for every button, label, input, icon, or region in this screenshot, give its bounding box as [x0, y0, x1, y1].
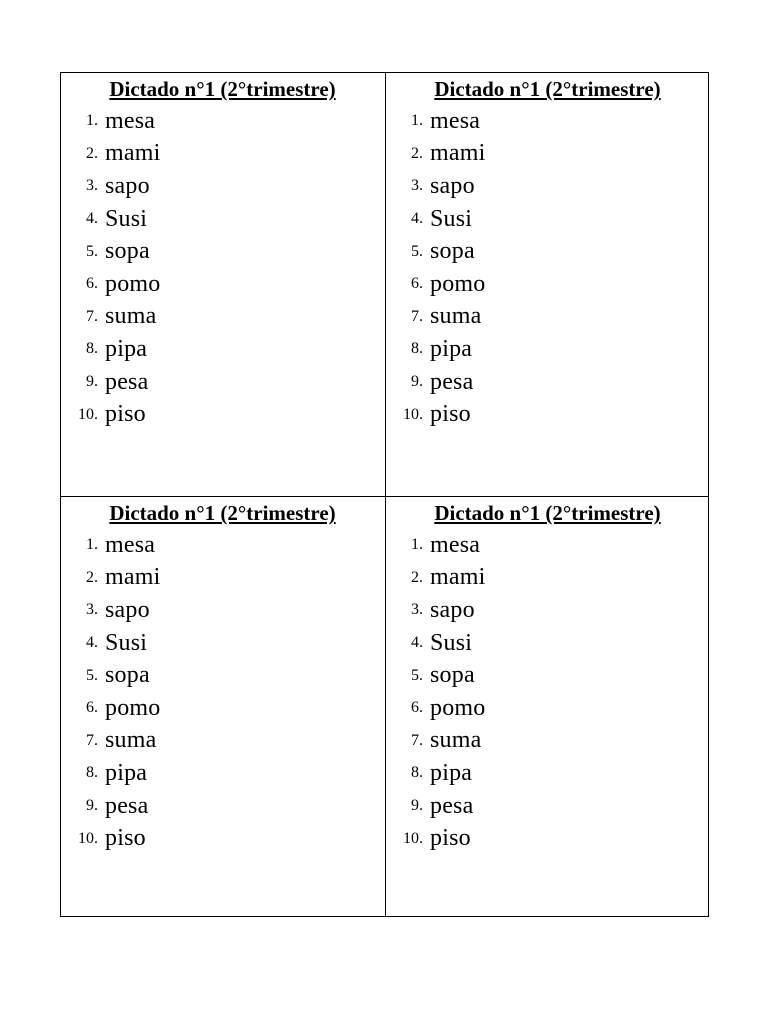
- item-number: 5.: [86, 242, 98, 260]
- item-number: 7.: [86, 731, 98, 749]
- list-item: [386, 268, 485, 301]
- dictation-word: sapo: [430, 172, 475, 199]
- dictation-word: pipa: [105, 335, 148, 362]
- dictation-word: mami: [430, 564, 486, 591]
- dictation-word: pesa: [430, 368, 474, 395]
- list-item: [61, 170, 160, 203]
- dictation-word: piso: [105, 401, 146, 428]
- list-item: [386, 594, 485, 627]
- dictation-word: mesa: [430, 531, 481, 558]
- dictation-word: suma: [430, 303, 482, 330]
- dictation-title: Dictado n°1 (2°trimestre): [434, 77, 661, 101]
- dictation-word: piso: [430, 825, 471, 852]
- item-number: 3.: [411, 601, 423, 619]
- item-number: 8.: [86, 340, 98, 358]
- item-number: 4.: [411, 634, 423, 652]
- list-item: [61, 203, 160, 236]
- list-item: [61, 235, 160, 268]
- list-item: [386, 627, 485, 660]
- dictation-word: mami: [105, 140, 161, 167]
- list-item: [386, 105, 485, 138]
- list-item: [386, 790, 485, 823]
- list-item: [386, 301, 485, 334]
- dictation-word: suma: [105, 727, 157, 754]
- item-number: 1.: [86, 536, 98, 554]
- item-number: 3.: [86, 177, 98, 195]
- item-number: 7.: [411, 731, 423, 749]
- word-list: [61, 529, 160, 855]
- dictation-word: sapo: [430, 596, 475, 623]
- dictation-word: sopa: [105, 662, 150, 689]
- dictation-word: mesa: [105, 531, 156, 558]
- item-number: 1.: [411, 112, 423, 130]
- word-list: [386, 529, 485, 855]
- item-number: 1.: [411, 536, 423, 554]
- list-item: [386, 757, 485, 790]
- list-item: [61, 529, 160, 562]
- list-item: [386, 529, 485, 562]
- list-item: [61, 627, 160, 660]
- dictation-word: pomo: [430, 270, 486, 297]
- list-item: [61, 659, 160, 692]
- list-item: [61, 333, 160, 366]
- word-list: [386, 105, 485, 431]
- list-item: [386, 138, 485, 171]
- dictation-word: pomo: [430, 694, 486, 721]
- dictation-card-top-right: [386, 73, 709, 495]
- dictation-word: pipa: [430, 759, 473, 786]
- dictation-word: pesa: [105, 792, 149, 819]
- list-item: [61, 692, 160, 725]
- item-number: 5.: [411, 242, 423, 260]
- item-number: 2.: [411, 144, 423, 162]
- dictation-word: pipa: [105, 759, 148, 786]
- list-item: [61, 138, 160, 171]
- list-item: [386, 366, 485, 399]
- item-number: 3.: [86, 601, 98, 619]
- item-number: 4.: [411, 210, 423, 228]
- item-number: 9.: [86, 797, 98, 815]
- item-number: 4.: [86, 634, 98, 652]
- dictation-word: mesa: [430, 107, 481, 134]
- list-item: [386, 659, 485, 692]
- item-number: 10.: [78, 405, 98, 423]
- list-item: [386, 822, 485, 855]
- list-item: [386, 725, 485, 758]
- list-item: [61, 301, 160, 334]
- list-item: [61, 790, 160, 823]
- dictation-word: pesa: [105, 368, 149, 395]
- dictation-title: Dictado n°1 (2°trimestre): [109, 501, 336, 525]
- list-item: [61, 562, 160, 595]
- item-number: 5.: [86, 666, 98, 684]
- word-list: [61, 105, 160, 431]
- item-number: 10.: [403, 829, 423, 847]
- list-item: [386, 203, 485, 236]
- dictation-word: Susi: [430, 205, 473, 232]
- item-number: 2.: [86, 144, 98, 162]
- item-number: 6.: [411, 275, 423, 293]
- item-number: 3.: [411, 177, 423, 195]
- item-number: 10.: [403, 405, 423, 423]
- dictation-word: mami: [430, 140, 486, 167]
- item-number: 2.: [411, 568, 423, 586]
- list-item: [61, 105, 160, 138]
- dictation-word: Susi: [105, 629, 148, 656]
- list-item: [61, 398, 160, 431]
- item-number: 4.: [86, 210, 98, 228]
- dictation-word: Susi: [430, 629, 473, 656]
- list-item: [61, 822, 160, 855]
- dictation-card-bottom-right: [386, 497, 709, 919]
- dictation-word: mesa: [105, 107, 156, 134]
- dictation-word: Susi: [105, 205, 148, 232]
- list-item: [386, 333, 485, 366]
- dictation-card-bottom-left: [61, 497, 384, 919]
- item-number: 6.: [411, 699, 423, 717]
- dictation-word: suma: [430, 727, 482, 754]
- item-number: 1.: [86, 112, 98, 130]
- dictation-word: sopa: [105, 238, 150, 265]
- item-number: 6.: [86, 275, 98, 293]
- item-number: 9.: [86, 373, 98, 391]
- list-item: [61, 725, 160, 758]
- item-number: 8.: [411, 764, 423, 782]
- item-number: 8.: [411, 340, 423, 358]
- list-item: [61, 594, 160, 627]
- item-number: 2.: [86, 568, 98, 586]
- item-number: 7.: [86, 307, 98, 325]
- dictation-card-top-left: [61, 73, 384, 495]
- item-number: 8.: [86, 764, 98, 782]
- list-item: [61, 268, 160, 301]
- dictation-word: mami: [105, 564, 161, 591]
- dictation-word: sapo: [105, 596, 150, 623]
- dictation-word: pomo: [105, 270, 161, 297]
- dictation-word: piso: [105, 825, 146, 852]
- item-number: 10.: [78, 829, 98, 847]
- dictation-word: pipa: [430, 335, 473, 362]
- dictation-word: sapo: [105, 172, 150, 199]
- item-number: 6.: [86, 699, 98, 717]
- list-item: [61, 757, 160, 790]
- list-item: [386, 235, 485, 268]
- item-number: 5.: [411, 666, 423, 684]
- list-item: [386, 170, 485, 203]
- dictation-word: sopa: [430, 662, 475, 689]
- dictation-title: Dictado n°1 (2°trimestre): [434, 501, 661, 525]
- dictation-word: piso: [430, 401, 471, 428]
- dictation-word: pesa: [430, 792, 474, 819]
- dictation-word: pomo: [105, 694, 161, 721]
- dictation-word: sopa: [430, 238, 475, 265]
- item-number: 7.: [411, 307, 423, 325]
- item-number: 9.: [411, 797, 423, 815]
- list-item: [386, 692, 485, 725]
- dictation-sheet: [60, 72, 709, 917]
- list-item: [61, 366, 160, 399]
- item-number: 9.: [411, 373, 423, 391]
- dictation-word: suma: [105, 303, 157, 330]
- dictation-title: Dictado n°1 (2°trimestre): [109, 77, 336, 101]
- list-item: [386, 562, 485, 595]
- list-item: [386, 398, 485, 431]
